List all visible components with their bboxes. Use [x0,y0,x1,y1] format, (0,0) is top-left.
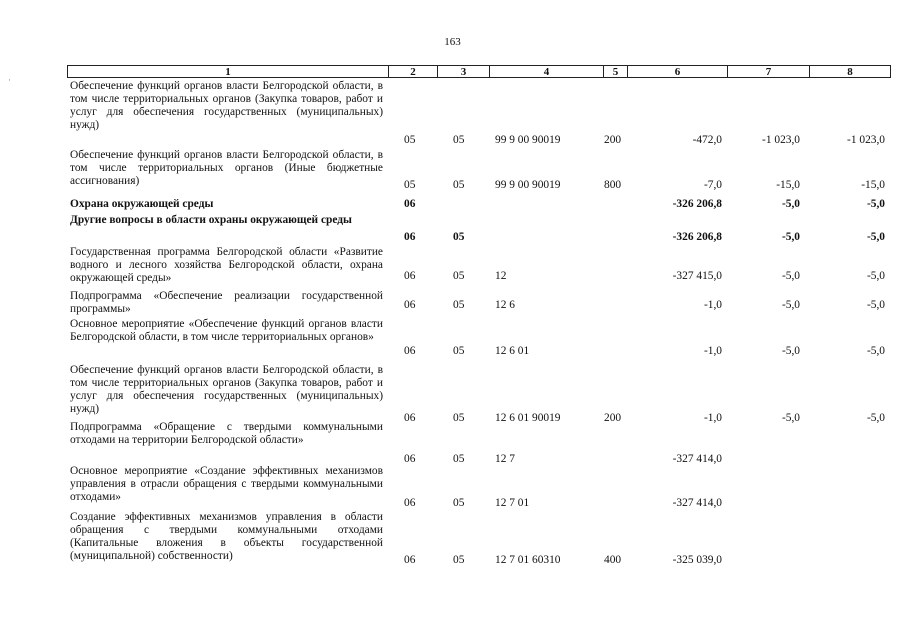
row-cell-c6: -1,0 [703,299,722,311]
row-cell-c4: 12 6 01 [495,345,530,357]
row-description: Основное мероприятие «Обеспечение функций органов власти Белгородской области, в том числе территориальных органов» [70,318,383,343]
header-col-8: 8 [809,66,890,77]
row-cell-c6: -1,0 [703,412,722,424]
row-cell-c6: -326 206,8 [672,231,722,243]
row-description: Обеспечение функций органов власти Белгородской области, в том числе территориальных органов (Закупка товаров, работ и услуг для обеспечения государственных (муниципальных) нужд) [70,364,383,415]
row-description: Обеспечение функций органов власти Белгородской области, в том числе территориальных органов (Иные бюджетные ассигнования) [70,149,383,187]
row-cell-c7: -5,0 [781,345,800,357]
row-cell-c6: -327 414,0 [672,453,722,465]
row-cell-c4: 12 7 01 60310 [495,554,561,566]
row-cell-c3: 05 [453,453,465,465]
row-cell-c7: -15,0 [776,179,800,191]
row-cell-c2: 06 [404,231,416,243]
header-col-6: 6 [627,66,727,77]
row-cell-c2: 06 [404,270,416,282]
row-cell-c5: 200 [604,412,622,424]
row-cell-c3: 05 [453,345,465,357]
row-cell-c4: 12 7 01 [495,497,530,509]
row-cell-c7: -5,0 [781,198,800,210]
row-cell-c8: -15,0 [861,179,885,191]
row-cell-c2: 06 [404,412,416,424]
row-cell-c8: -5,0 [866,231,885,243]
row-description: Государственная программа Белгородской области «Развитие водного и лесного хозяйства Белгородской области, охрана окружающей среды» [70,246,383,284]
row-cell-c4: 12 7 [495,453,515,465]
row-cell-c8: -5,0 [866,345,885,357]
header-col-1: 1 [225,66,231,78]
row-cell-c5: 800 [604,179,622,191]
row-description: Обеспечение функций органов власти Белгородской области, в том числе территориальных органов (Закупка товаров, работ и услуг для обеспечения государственных (муниципальных) нужд) [70,80,383,131]
row-description: Другие вопросы в области охраны окружающей среды [70,214,352,226]
row-cell-c3: 05 [453,231,465,243]
row-cell-c4: 12 6 01 90019 [495,412,561,424]
header-col-5: 5 [603,66,627,77]
row-cell-c8: -5,0 [866,412,885,424]
page-number: 163 [444,36,461,48]
row-cell-c2: 06 [404,299,416,311]
header-col-7: 7 [727,66,809,77]
header-col-4: 4 [489,66,603,77]
row-cell-c3: 05 [453,179,465,191]
row-cell-c2: 06 [404,198,416,210]
row-cell-c2: 06 [404,554,416,566]
row-cell-c6: -1,0 [703,345,722,357]
row-description: Основное мероприятие «Создание эффективных механизмов управления в отрасли обращения с твердыми коммунальными отходами» [70,465,383,503]
row-cell-c6: -472,0 [692,134,722,146]
row-description: Подпрограмма «Обращение с твердыми коммунальными отходами на территории Белгородской области» [70,421,383,446]
row-cell-c8: -1 023,0 [847,134,885,146]
row-cell-c4: 12 [495,270,507,282]
row-cell-c5: 400 [604,554,622,566]
row-cell-c3: 05 [453,270,465,282]
row-cell-c3: 05 [453,412,465,424]
row-cell-c3: 05 [453,299,465,311]
row-description: Охрана окружающей среды [70,198,214,210]
row-cell-c4: 99 9 00 90019 [495,179,561,191]
row-cell-c7: -5,0 [781,231,800,243]
row-cell-c8: -5,0 [866,270,885,282]
header-col-3: 3 [437,66,489,77]
row-description: Создание эффективных механизмов управления в области обращения с твердыми коммунальными отходами (Капитальные вложения в объекты государственной (муниципальной) собственности) [70,511,383,562]
row-cell-c7: -5,0 [781,412,800,424]
row-cell-c2: 05 [404,179,416,191]
row-cell-c7: -5,0 [781,299,800,311]
row-cell-c6: -327 415,0 [672,270,722,282]
row-cell-c6: -326 206,8 [672,198,722,210]
scan-mark: · [8,75,11,85]
row-cell-c6: -325 039,0 [672,554,722,566]
row-cell-c6: -327 414,0 [672,497,722,509]
row-cell-c2: 06 [404,345,416,357]
row-cell-c7: -1 023,0 [762,134,800,146]
row-cell-c2: 06 [404,453,416,465]
budget-table [67,65,891,566]
row-cell-c4: 99 9 00 90019 [495,134,561,146]
row-description: Подпрограмма «Обеспечение реализации государственной программы» [70,290,383,315]
row-cell-c3: 05 [453,134,465,146]
table-header [67,65,891,78]
row-cell-c2: 06 [404,497,416,509]
row-cell-c8: -5,0 [866,198,885,210]
row-cell-c4: 12 6 [495,299,515,311]
row-cell-c2: 05 [404,134,416,146]
row-cell-c3: 05 [453,497,465,509]
row-cell-c7: -5,0 [781,270,800,282]
header-col-2: 2 [388,66,437,77]
row-cell-c3: 05 [453,554,465,566]
row-cell-c5: 200 [604,134,622,146]
row-cell-c6: -7,0 [703,179,722,191]
row-cell-c8: -5,0 [866,299,885,311]
